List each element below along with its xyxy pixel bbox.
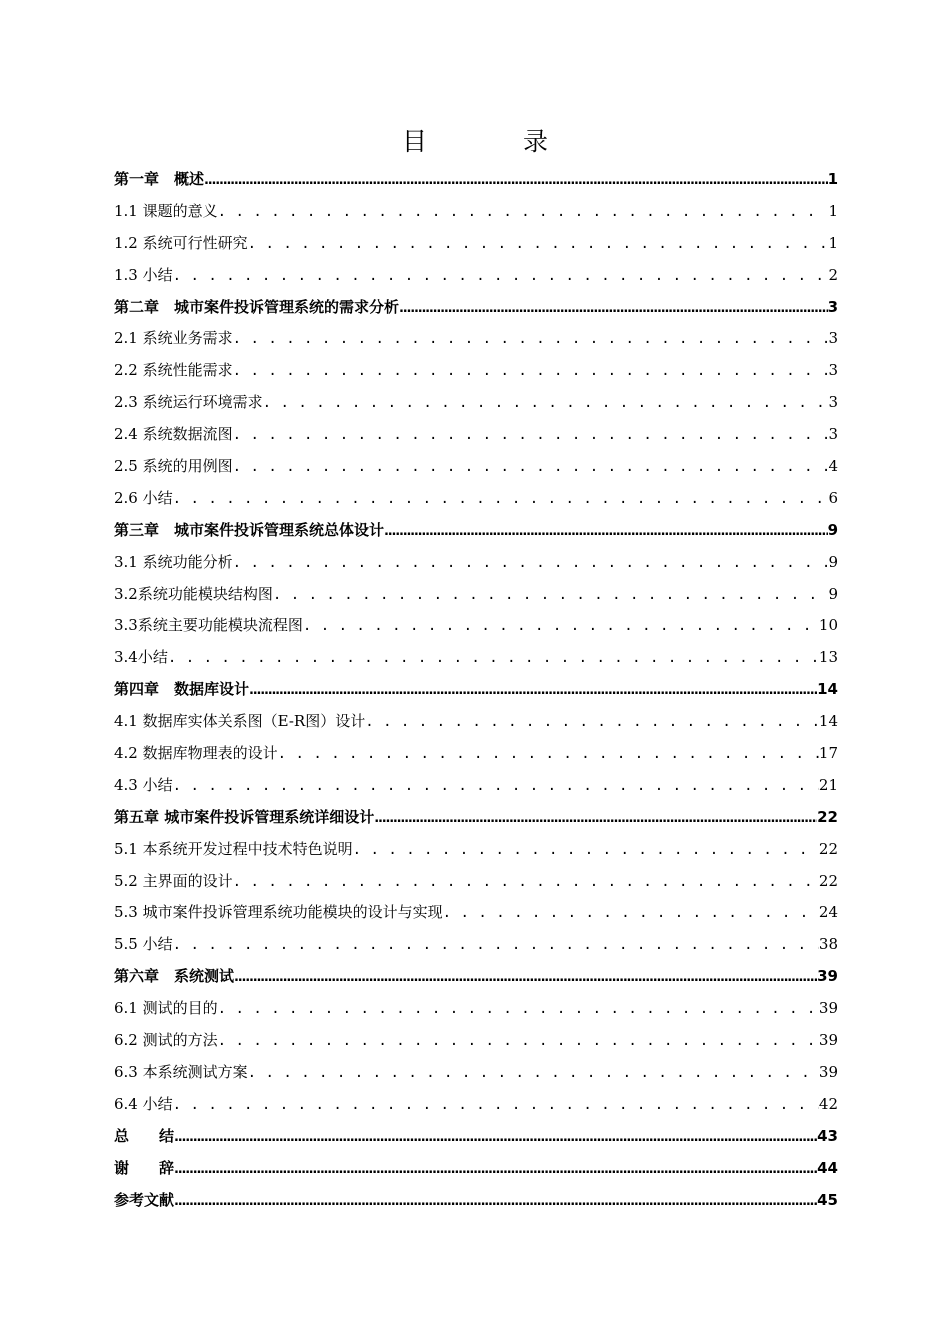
toc-page-number: 9 [828,584,838,603]
toc-section-entry[interactable] [114,228,838,260]
toc-section-entry[interactable] [114,196,838,228]
toc-entry-label: 第二章 城市案件投诉管理系统的需求分析 [114,297,400,316]
toc-page-number: 39 [817,967,838,986]
toc-entry-label: 2.6 小结 [114,488,173,507]
toc-page-number: 39 [818,999,838,1018]
toc-entry-label: 第四章 数据库设计 [114,680,250,699]
toc-section-entry[interactable] [114,1089,838,1121]
toc-page-number: 39 [818,1031,838,1050]
toc-entry-label: 2.1 系统业务需求 [114,329,233,348]
toc-leader-dots [353,835,819,866]
toc-page-number: 17 [818,744,838,763]
toc-leader-dots [173,261,829,292]
toc-section-entry[interactable] [114,1057,838,1089]
toc-page-number: 14 [817,680,838,699]
toc-leader-dots [218,197,829,228]
toc-entry-label: 4.2 数据库物理表的设计 [114,744,278,763]
toc-section-entry[interactable] [114,993,838,1025]
toc-leader-dots [234,962,817,993]
toc-leader-dots [233,867,819,898]
toc-entry-label: 2.2 系统性能需求 [114,361,233,380]
toc-entry-label: 1.1 课题的意义 [114,201,218,220]
toc-section-entry[interactable] [114,547,838,579]
toc-leader-dots [365,707,819,738]
toc-section-entry[interactable] [114,929,838,961]
toc-entry-label: 5.3 城市案件投诉管理系统功能模块的设计与实现 [114,903,443,922]
toc-leader-dots [173,771,819,802]
toc-page-number: 14 [818,712,838,731]
toc-section-entry[interactable] [114,642,838,674]
toc-chapter-entry[interactable] [114,515,838,547]
toc-page-number: 21 [818,775,838,794]
toc-section-entry[interactable] [114,706,838,738]
toc-entry-label: 谢 辞 [114,1158,175,1177]
toc-leader-dots [173,1090,819,1121]
toc-leader-dots [384,516,828,547]
toc-leader-dots [173,484,829,515]
toc-page-number: 24 [818,903,838,922]
toc-section-entry[interactable] [114,770,838,802]
toc-entry-label: 3.4小结 [114,648,168,667]
toc-page-number: 43 [817,1126,838,1145]
toc-chapter-entry[interactable] [114,164,838,196]
toc-section-entry[interactable] [114,579,838,611]
toc-page-number: 10 [818,616,838,635]
toc-entry-label: 3.3系统主要功能模块流程图 [114,616,303,635]
toc-entry-label: 6.1 测试的目的 [114,999,218,1018]
toc-leader-dots [168,643,819,674]
toc-entry-label: 参考文献 [114,1190,175,1209]
toc-page-number: 9 [827,520,838,539]
toc-section-entry[interactable] [114,260,838,292]
toc-page-number: 44 [817,1158,838,1177]
toc-chapter-entry[interactable] [114,961,838,993]
toc-leader-dots [174,1154,817,1185]
toc-leader-dots [233,548,829,579]
toc-page-number: 13 [818,648,838,667]
toc-section-entry[interactable] [114,387,838,419]
toc-entry-label: 1.2 系统可行性研究 [114,233,248,252]
toc-page-number: 38 [818,935,838,954]
toc-section-entry[interactable] [114,1025,838,1057]
toc-leader-dots [443,898,819,929]
toc-leader-dots [218,1026,819,1057]
toc-page-number: 2 [828,265,838,284]
toc-page-number: 3 [827,297,838,316]
toc-page-number: 3 [828,329,838,348]
toc-entry-label: 第五章 城市案件投诉管理系统详细设计 [114,807,375,826]
toc-page-number: 1 [827,170,838,188]
toc-chapter-entry[interactable] [114,292,838,324]
toc-leader-dots [399,293,828,324]
toc-entry-label: 3.2系统功能模块结构图 [114,584,273,603]
toc-leader-dots [248,229,829,260]
toc-entry-label: 5.1 本系统开发过程中技术特色说明 [114,839,353,858]
toc-leader-dots [278,739,819,770]
toc-entry-label: 2.4 系统数据流图 [114,425,233,444]
toc-section-entry[interactable] [114,355,838,387]
toc-leader-dots [374,803,817,834]
toc-page-number: 6 [828,488,838,507]
toc-leader-dots [174,1122,817,1153]
toc-leader-dots [233,452,829,483]
toc-leader-dots [174,1186,817,1217]
toc-entry-label: 2.5 系统的用例图 [114,457,233,476]
toc-page-number: 22 [818,871,838,890]
toc-leader-dots [303,611,819,642]
toc-page-number: 3 [828,393,838,412]
toc-page-number: 39 [818,1062,838,1081]
toc-entry-label: 4.3 小结 [114,775,173,794]
toc-page-number: 3 [828,425,838,444]
toc-entry-label: 6.2 测试的方法 [114,1031,218,1050]
toc-section-entry[interactable] [114,897,838,929]
toc-entry-label: 第三章 城市案件投诉管理系统总体设计 [114,520,385,539]
toc-entry-label: 4.1 数据库实体关系图（E-R图）设计 [114,712,366,731]
toc-entry-label: 第六章 系统测试 [114,967,235,986]
toc-chapter-entry[interactable] [114,674,838,706]
toc-section-entry[interactable] [114,323,838,355]
toc-page-number: 3 [828,361,838,380]
table-of-contents [114,164,838,1216]
toc-page-number: 1 [828,201,838,220]
toc-entry-label: 总 结 [114,1126,175,1145]
toc-leader-dots [173,930,819,961]
toc-section-entry[interactable] [114,610,838,642]
toc-section-entry[interactable] [114,834,838,866]
toc-page-number: 42 [818,1094,838,1113]
toc-page-number: 22 [818,839,838,858]
toc-leader-dots [263,388,829,419]
toc-page-number: 45 [817,1190,838,1209]
toc-leader-dots [204,165,828,196]
toc-entry-label: 5.5 小结 [114,935,173,954]
toc-section-entry[interactable] [114,419,838,451]
toc-entry-label: 3.1 系统功能分析 [114,552,233,571]
toc-page-number: 4 [828,457,838,476]
toc-section-entry[interactable] [114,451,838,483]
toc-entry-label: 6.3 本系统测试方案 [114,1062,248,1081]
toc-leader-dots [249,675,817,706]
toc-chapter-entry[interactable] [114,1153,838,1185]
toc-section-entry[interactable] [114,738,838,770]
toc-leader-dots [248,1058,819,1089]
toc-section-entry[interactable] [114,483,838,515]
toc-leader-dots [233,356,829,387]
toc-page-number: 1 [828,233,838,252]
toc-leader-dots [233,324,829,355]
toc-entry-label: 1.3 小结 [114,265,173,284]
toc-chapter-entry[interactable] [114,1185,838,1217]
toc-leader-dots [273,580,829,611]
toc-entry-label: 6.4 小结 [114,1094,173,1113]
toc-chapter-entry[interactable] [114,802,838,834]
toc-page-number: 9 [828,552,838,571]
toc-page-number: 22 [817,807,838,826]
toc-leader-dots [218,994,819,1025]
toc-title: 目 录 [402,127,592,156]
toc-section-entry[interactable] [114,866,838,898]
toc-entry-label: 第一章 概述 [114,170,205,188]
toc-chapter-entry[interactable] [114,1121,838,1153]
toc-leader-dots [233,420,829,451]
toc-entry-label: 5.2 主界面的设计 [114,871,233,890]
toc-entry-label: 2.3 系统运行环境需求 [114,393,263,412]
